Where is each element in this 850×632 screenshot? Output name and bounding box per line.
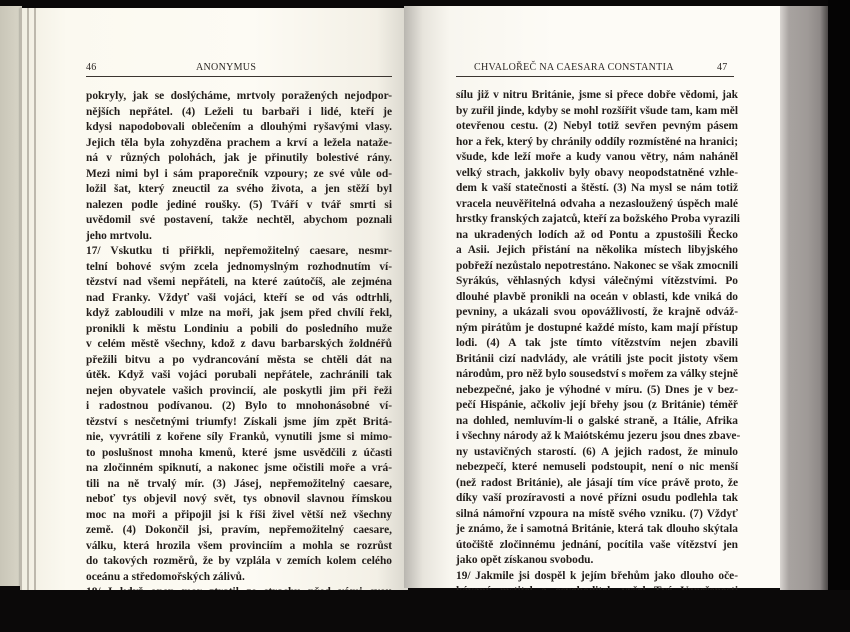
text-line: na ukradených lodích až od Pontu a zpustošili Řecko <box>456 228 738 241</box>
text-line: kdysi napodobovali oblečením a dlouhými ryšavými vlasy. <box>86 121 392 133</box>
text-line: když zabloudili v mlze na moři, jak jsem před chvílí řekl, <box>86 307 392 319</box>
text-line: tězství nad všemi nepřáteli, na které zaútočíš, ale zejména <box>86 276 392 288</box>
text-line: země. (4) Dokončil jsi, pravím, nepřemožitelný caesare, <box>86 524 392 536</box>
right-page-stack-edge <box>780 6 830 590</box>
text-line: nie, vyvrátili z kořene síly Franků, vynutili jsme si mimo- <box>86 431 392 443</box>
text-line: na dohled, nemluvím-li o galské straně, a Itálie, Afrika <box>456 414 738 427</box>
left-page <box>20 8 408 592</box>
text-line: Syrákús, věhlasných kdysi válečnými vítězstvími. Po <box>456 275 738 287</box>
text-line: je známo, že i samotná Británie, která tak dlouho skýtala <box>456 523 738 535</box>
text-line: díky vaší prozíravosti a nové přízni osudu podlehla tak <box>456 492 738 504</box>
left-header-rule <box>86 76 392 77</box>
text-line: tězství s nesčetnými triumfy! Získali jsme jím zpět Britá- <box>86 415 392 428</box>
text-line: moc na moři a připojil jsi k říši živel větší než všechny <box>86 508 392 521</box>
text-line: dem k vaší statečnosti a štěstí. (3) Na mysl se nám totiž <box>456 182 738 194</box>
right-header-rule <box>456 76 734 77</box>
text-line: neboť tys objevil nový svět, tys obnovil slavnou římskou <box>86 493 392 505</box>
text-line: i radostnou podívanou. (2) Bylo to mnohonásobné ví- <box>86 400 392 412</box>
text-line: oceánu a středomořských zálivů. <box>86 570 245 583</box>
text-line: v celém městě všechny, kdož z davu barbarských žoldnéřů <box>86 338 392 350</box>
left-page-body <box>86 89 392 601</box>
text-line: Británii cizí nadvlády, ale vrátili jste pocit jistoty všem <box>456 352 738 365</box>
text-line: do takových rozměrů, že by vzplála v zemích kolem celého <box>86 555 392 567</box>
text-line: jeho mrtvolu. <box>86 229 152 242</box>
text-line: uvědomil své postavení, takže nechtěl, abychom poznali <box>86 214 392 226</box>
text-line: ny ustavičných starostí. (6) A jejich radost, že minulo <box>456 445 738 458</box>
text-line: silná námořní vzpoura na místě svého vzniku. (7) Vždyť <box>456 507 738 520</box>
text-line: pronikli k městu Londiniu a pobili do posledního muže <box>86 322 392 335</box>
text-line: sílu již v nitru Británie, jsme si přece dobře vědomi, jak <box>456 89 738 101</box>
text-line: a Asii. Jejich přistání na několika místech libyjského <box>456 244 738 256</box>
text-line: nejen obyvatele vašich provincií, ale poskytli jim při řeži <box>86 384 392 397</box>
text-line: ložil šat, který zneuctil za svého života, a jen stěží byl <box>86 183 392 195</box>
text-line: (než radost Británie), ale jásají tím více právě proto, že <box>456 476 738 489</box>
text-line: pobřeží nezůstalo nepotrestáno. Nakonec se však zmocnili <box>456 259 738 272</box>
text-line: hrstky franských zajatců, kteří za božského Proba vyrazili <box>456 213 740 225</box>
scan-bottom-border <box>0 590 850 632</box>
left-page-number: 46 <box>86 62 97 73</box>
text-line: 19/ Jakmile jsi dospěl k jejím břehům jako dlouho oče- <box>456 569 738 582</box>
text-line: hor a řek, který by chránily oddíly rozmístěné na hranici; <box>456 135 738 148</box>
right-page-number: 47 <box>717 62 728 73</box>
text-line: ným pirátům je dostupné každé místo, kam mají přístup <box>456 321 738 334</box>
text-line: Jejich těla byla zohyzděna prachem a krví a ležela nataže- <box>86 136 392 149</box>
text-line: Mezi nimi byl i sám praporečník vzpoury; ze své vůle od- <box>86 167 392 180</box>
text-line: ná v různých polohách, jak je přinutily bolestivé rány. <box>86 152 392 164</box>
text-line: 17/ Vskutku ti přiřkli, nepřemožitelný caesare, nesmr- <box>86 245 392 257</box>
text-line: nad Franky. Vždyť vaši vojáci, kteří se od vás odtrhli, <box>86 291 392 304</box>
text-line: otevřenou cestu. (2) Nebyl totiž sevřen pevným pásem <box>456 120 738 132</box>
text-line: válku, která hrozila všem provinciím a mohla se rozrůst <box>86 539 392 552</box>
text-line: by zuřil jinde, kdyby se mohl rozšířit všude tam, kam měl <box>456 104 738 117</box>
text-line: útočiště zločinnému jednání, pocítila vaše vítězství jen <box>456 538 738 551</box>
text-line: jako opět získanou svobodu. <box>456 554 594 566</box>
text-line: velký strach, jakkoliv byly obavy neopodstatněné vzhle- <box>456 166 738 179</box>
text-line: nějších nepřátel. (4) Leželi tu barbaři i lidé, kteří je <box>86 105 392 118</box>
text-line: i všechny národy až k Maiótskému jezeru jsou dnes zbave- <box>456 430 741 442</box>
text-line: nalezen podle jediné roušky. (5) Tváří v tvář smrti si <box>86 198 392 211</box>
text-line: lodi. (4) A tak jste tímto vítězstvím nejen zbavili <box>456 337 738 349</box>
text-line: pokryly, jak se doslýcháme, mrtvoly poražených nejodpor- <box>86 90 392 102</box>
text-line: vracela neuvěřitelná odvaha a nezasloužený úspěch malé <box>456 197 738 210</box>
text-line: útěk. Když vaši vojáci porubali nepřátele, zachránili tak <box>86 369 392 381</box>
left-page-stack-edges <box>20 8 40 592</box>
text-line: telní bohové svým zcela jednomyslným rozhodnutím ví- <box>86 260 392 273</box>
text-line: pečí Hispánie, ačkoliv její břehy jsou (z Británie) téměř <box>456 399 738 411</box>
right-page-body <box>456 88 741 600</box>
text-line: přežili bitvu a po vydrancování města se chtěli dát na <box>86 353 392 366</box>
text-line: všude, kde leží moře a kudy vanou větry, nám naháněl <box>456 151 738 163</box>
text-line: národům, pro něž bylo sousedství s mořem za války stejně <box>456 368 738 380</box>
right-page <box>404 6 784 588</box>
text-line: to poslušnost mnoha kmenů, které jsme usvědčili z účasti <box>86 446 392 459</box>
text-line: dlouhé plavbě pronikli na oceán v oblasti, kde vniká do <box>456 290 738 303</box>
scan-right-border <box>828 0 850 632</box>
text-line: tili na ně trvalý mír. (3) Jásej, nepřemožitelný caesare, <box>86 477 392 490</box>
text-line: nebezpečné, jako je výhodné v míru. (5) Dnes je v bez- <box>456 383 738 396</box>
right-running-head: CHVALOŘEČ NA CAESARA CONSTANTIA <box>474 62 674 73</box>
text-line: pevniny, a ukázali svou opovážlivostí, že krajně odváž- <box>456 306 738 318</box>
left-running-head: ANONYMUS <box>196 62 257 73</box>
text-line: nebezpečí, které nemuseli podstoupit, není o nic menší <box>456 461 738 473</box>
underlying-page-edge <box>0 6 22 586</box>
text-line: na zločinném spiknutí, a nakonec jsme očistili moře a vrá- <box>86 462 392 474</box>
